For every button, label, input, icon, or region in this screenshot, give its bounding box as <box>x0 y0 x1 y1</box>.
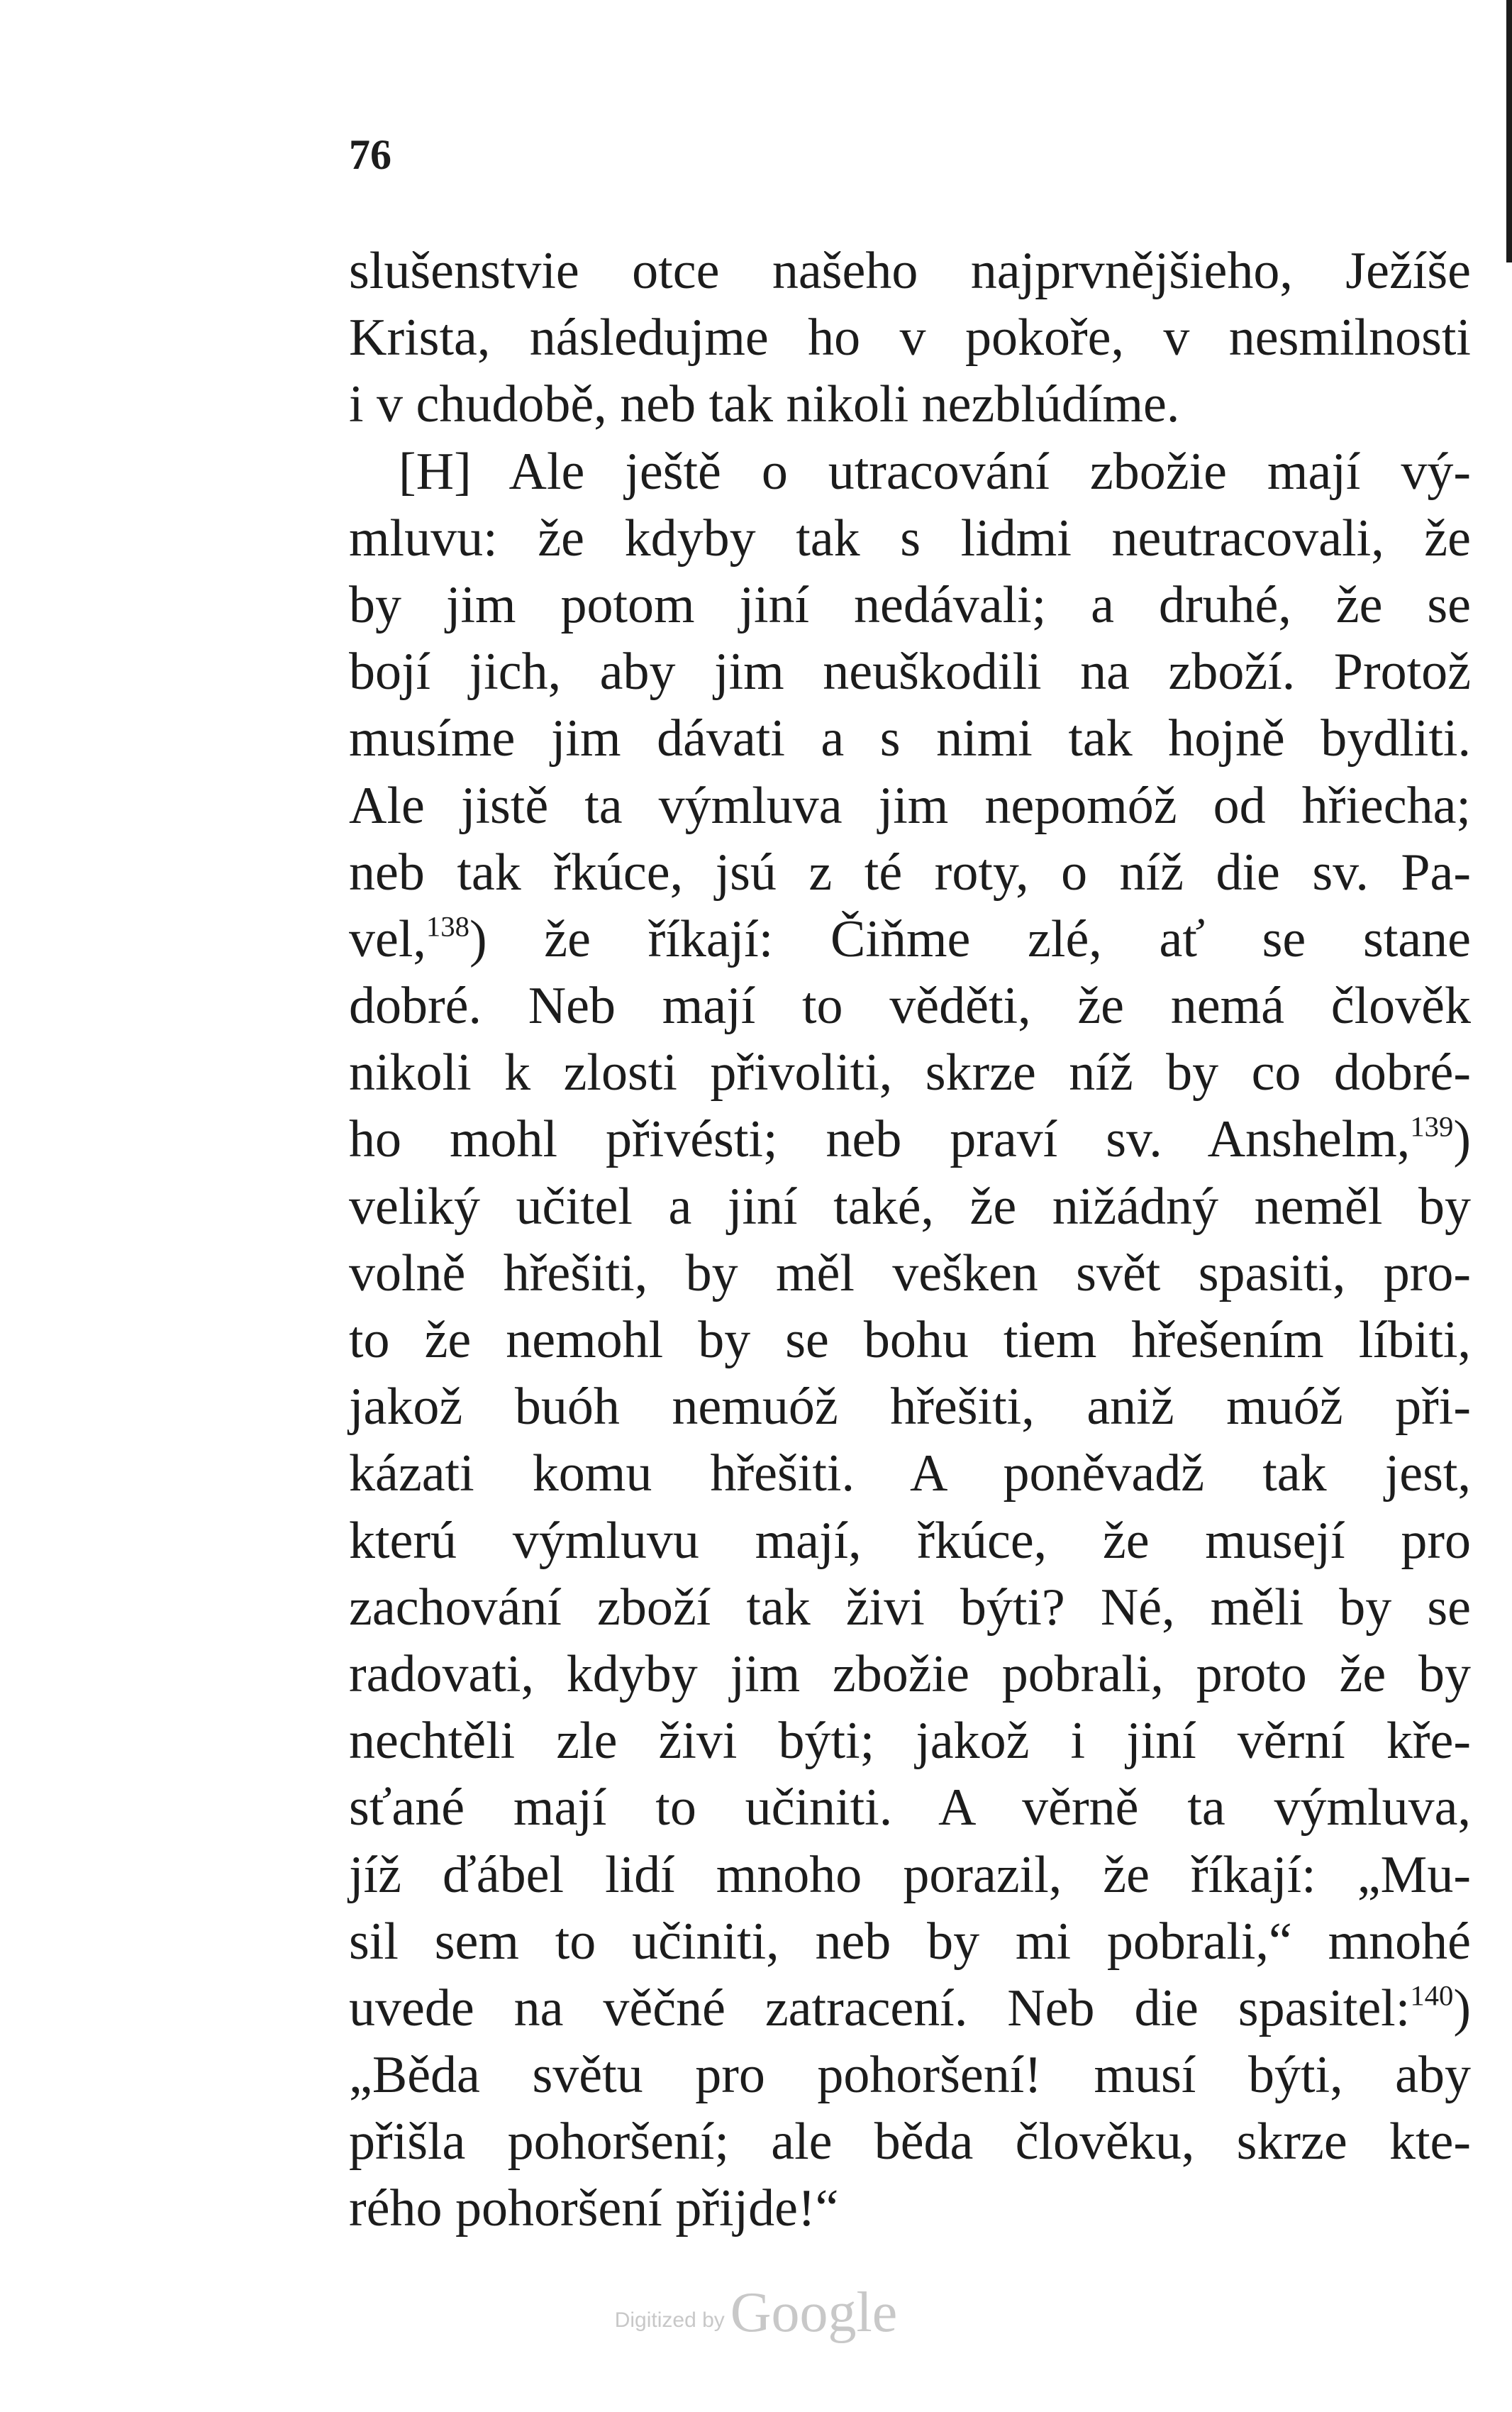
body-text <box>349 238 1471 2242</box>
text-line <box>349 1373 1471 1440</box>
line-text: jakož buóh nemuóž hřešiti, aniž muóž při- <box>349 1378 1471 1437</box>
text-line <box>349 1508 1471 1574</box>
line-text: mluvu: že kdyby tak s lidmi neutracovali, že <box>349 509 1471 568</box>
line-text: bojí jich, aby jim neuškodili na zboží. Protož <box>349 643 1471 702</box>
line-text: rého pohoršení přijde!“ <box>349 2179 839 2238</box>
text-line <box>349 1842 1471 1908</box>
line-text: nechtěli zle živi býti; jakož i jiní věrní kře- <box>349 1712 1471 1771</box>
text-line <box>349 304 1471 371</box>
line-text: ho mohl přivésti; neb praví sv. Anshelm, <box>349 1110 1411 1169</box>
line-text: uvede na věčné zatracení. Neb die spasitel: <box>349 1979 1411 2037</box>
line-text: „Běda světu pro pohoršení! musí býti, aby <box>349 2046 1471 2105</box>
line-text: jíž ďábel lidí mnoho porazil, že říkají: „Mu- <box>349 1845 1471 1904</box>
text-line <box>349 1708 1471 1774</box>
watermark-prefix: Digitized by <box>614 2308 725 2332</box>
text-line <box>349 371 1471 438</box>
line-text: to že nemohl by se bohu tiem hřešením líbiti, <box>349 1311 1471 1369</box>
text-line <box>349 1975 1471 2042</box>
text-line <box>349 705 1471 772</box>
line-text: zachování zboží tak živi býti? Né, měli by se <box>349 1578 1471 1637</box>
text-line <box>349 1106 1471 1173</box>
footnote-ref: 140 <box>1410 1979 1454 2012</box>
line-text: volně hřešiti, by měl vešken svět spasiti, pro- <box>349 1244 1471 1302</box>
digitization-watermark <box>0 2281 1512 2345</box>
text-line <box>349 1039 1471 1106</box>
text-line <box>349 438 1471 505</box>
text-line <box>349 1307 1471 1373</box>
text-line <box>349 505 1471 572</box>
text-line <box>349 2108 1471 2175</box>
line-text: radovati, kdyby jim zbožie pobrali, proto že by <box>349 1644 1471 1703</box>
text-line <box>349 1908 1471 1975</box>
line-text: kterú výmluvu mají, řkúce, že musejí pro <box>349 1511 1471 1570</box>
footnote-ref: 138 <box>426 910 469 943</box>
text-line <box>349 572 1471 638</box>
line-text-continued: ) <box>1453 1110 1471 1169</box>
line-text-continued: ) <box>1453 1979 1471 2037</box>
text-line <box>349 839 1471 906</box>
text-line <box>349 1574 1471 1641</box>
line-text: [H] Ale ještě o utracování zbožie mají vý- <box>399 442 1471 501</box>
line-text: kázati komu hřešiti. A poněvadž tak jest, <box>349 1444 1471 1503</box>
text-line <box>349 2175 1471 2242</box>
line-text: Ale jistě ta výmluva jim nepomóž od hřiecha; <box>349 776 1471 835</box>
line-text: Krista, následujme ho v pokoře, v nesmilnosti <box>349 309 1471 367</box>
text-line <box>349 1641 1471 1708</box>
line-text: slušenstvie otce našeho najprvnějšieho, Ježíše <box>349 242 1471 300</box>
text-line <box>349 973 1471 1039</box>
line-text: by jim potom jiní nedávali; a druhé, že se <box>349 575 1471 634</box>
text-line <box>349 2042 1471 2108</box>
line-text: nikoli k zlosti přivoliti, skrze níž by co dobré- <box>349 1044 1471 1102</box>
line-text-continued: ) že říkají: Čiňme zlé, ať se stane <box>469 909 1471 968</box>
text-line <box>349 238 1471 304</box>
text-line <box>349 1173 1471 1240</box>
text-line <box>349 906 1471 973</box>
text-line <box>349 1240 1471 1307</box>
line-text: sil sem to učiniti, neb by mi pobrali,“ mnohé <box>349 1912 1471 1971</box>
text-line <box>349 773 1471 839</box>
line-text: veliký učitel a jiní také, že nižádný neměl by <box>349 1177 1471 1236</box>
footnote-ref: 139 <box>1410 1110 1454 1143</box>
text-line <box>349 1440 1471 1507</box>
line-text: musíme jim dávati a s nimi tak hojně bydliti. <box>349 709 1471 768</box>
line-text: i v chudobě, neb tak nikoli nezblúdíme. <box>349 375 1180 434</box>
watermark-brand: Google <box>730 2281 898 2344</box>
line-text: sťané mají to učiniti. A věrně ta výmluva, <box>349 1778 1471 1837</box>
page-number: 76 <box>349 131 391 178</box>
text-line <box>349 1774 1471 1841</box>
text-line <box>349 638 1471 705</box>
line-text: přišla pohoršení; ale běda člověku, skrze kte- <box>349 2113 1471 2172</box>
line-text: neb tak řkúce, jsú z té roty, o níž die sv. Pa- <box>349 843 1471 902</box>
line-text: vel, <box>349 909 426 968</box>
page-edge-shadow <box>1506 0 1512 262</box>
line-text: dobré. Neb mají to věděti, že nemá člověk <box>349 977 1471 1036</box>
